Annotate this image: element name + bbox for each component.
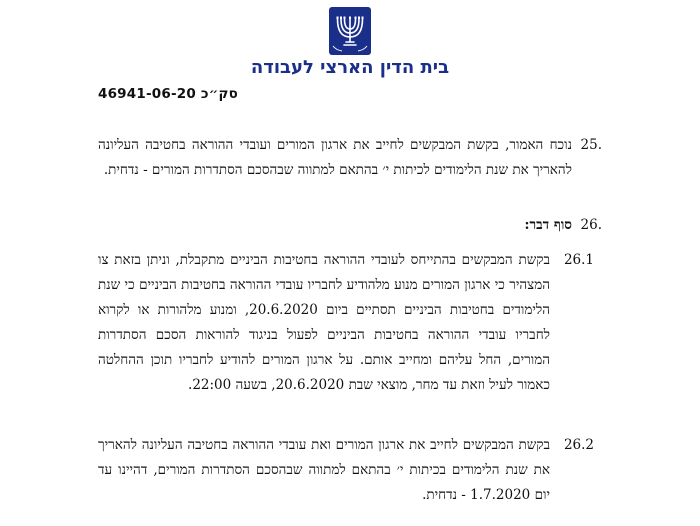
court-name-title: בית הדין הארצי לעבודה	[250, 57, 450, 78]
paragraph-26-2-number: 26.2	[563, 437, 594, 453]
case-number: סק״כ 46941-06-20	[98, 86, 239, 102]
paragraph-25-text: נוכח האמור, בקשת המבקשים לחייב את ארגון המורים ועובדי ההוראה בחטיבה העליונה להאריך את שנת הלימודים לכיתות י׳ בהתאם למתווה שבהסכם הסתדרות המורים - נדחית.	[98, 137, 572, 178]
paragraph-25-number: 25.	[580, 137, 602, 153]
menorah-emblem-icon	[328, 6, 372, 56]
paragraph-26-1-text: בקשת המבקשים בהתייחס לעובדי ההוראה בחטיבות הביניים מתקבלת, וניתן בזאת צו המצהיר כי ארגון המורים מנוע מלהודיע לחבריו עובדי ההוראה בחטיבות הביניים כי שנת הלימודים בחטיבות הביניים תסתיים ביום 20.6.2020, ומנוע מלהורות או לקרוא לחבריו עובדי ההוראה בחטיבות הביניים לפעול בניגוד להוראות הסכם הסתדרות המורים, החל עליהם ומחייב אותם. על ארגון המורים להודיע לחבריו תוכן ההחלטה כאמור לעיל וזאת עד מחר, מוצאי שבת 20.6.2020, בשעה 22:00.	[98, 252, 550, 393]
paragraph-26-1-number: 26.1	[563, 252, 594, 268]
paragraph-26-number: 26.	[580, 217, 602, 233]
paragraph-26-heading: סוף דבר:	[524, 217, 572, 233]
paragraph-26-2-text: בקשת המבקשים לחייב את ארגון המורים ואת עובדי ההוראה בחטיבה העליונה להאריך את שנת הלימודים בכיתות י׳ בהתאם למתווה שבהסכם הסתדרות המורים, דהיינו עד יום 1.7.2020 - נדחית.	[98, 437, 550, 503]
